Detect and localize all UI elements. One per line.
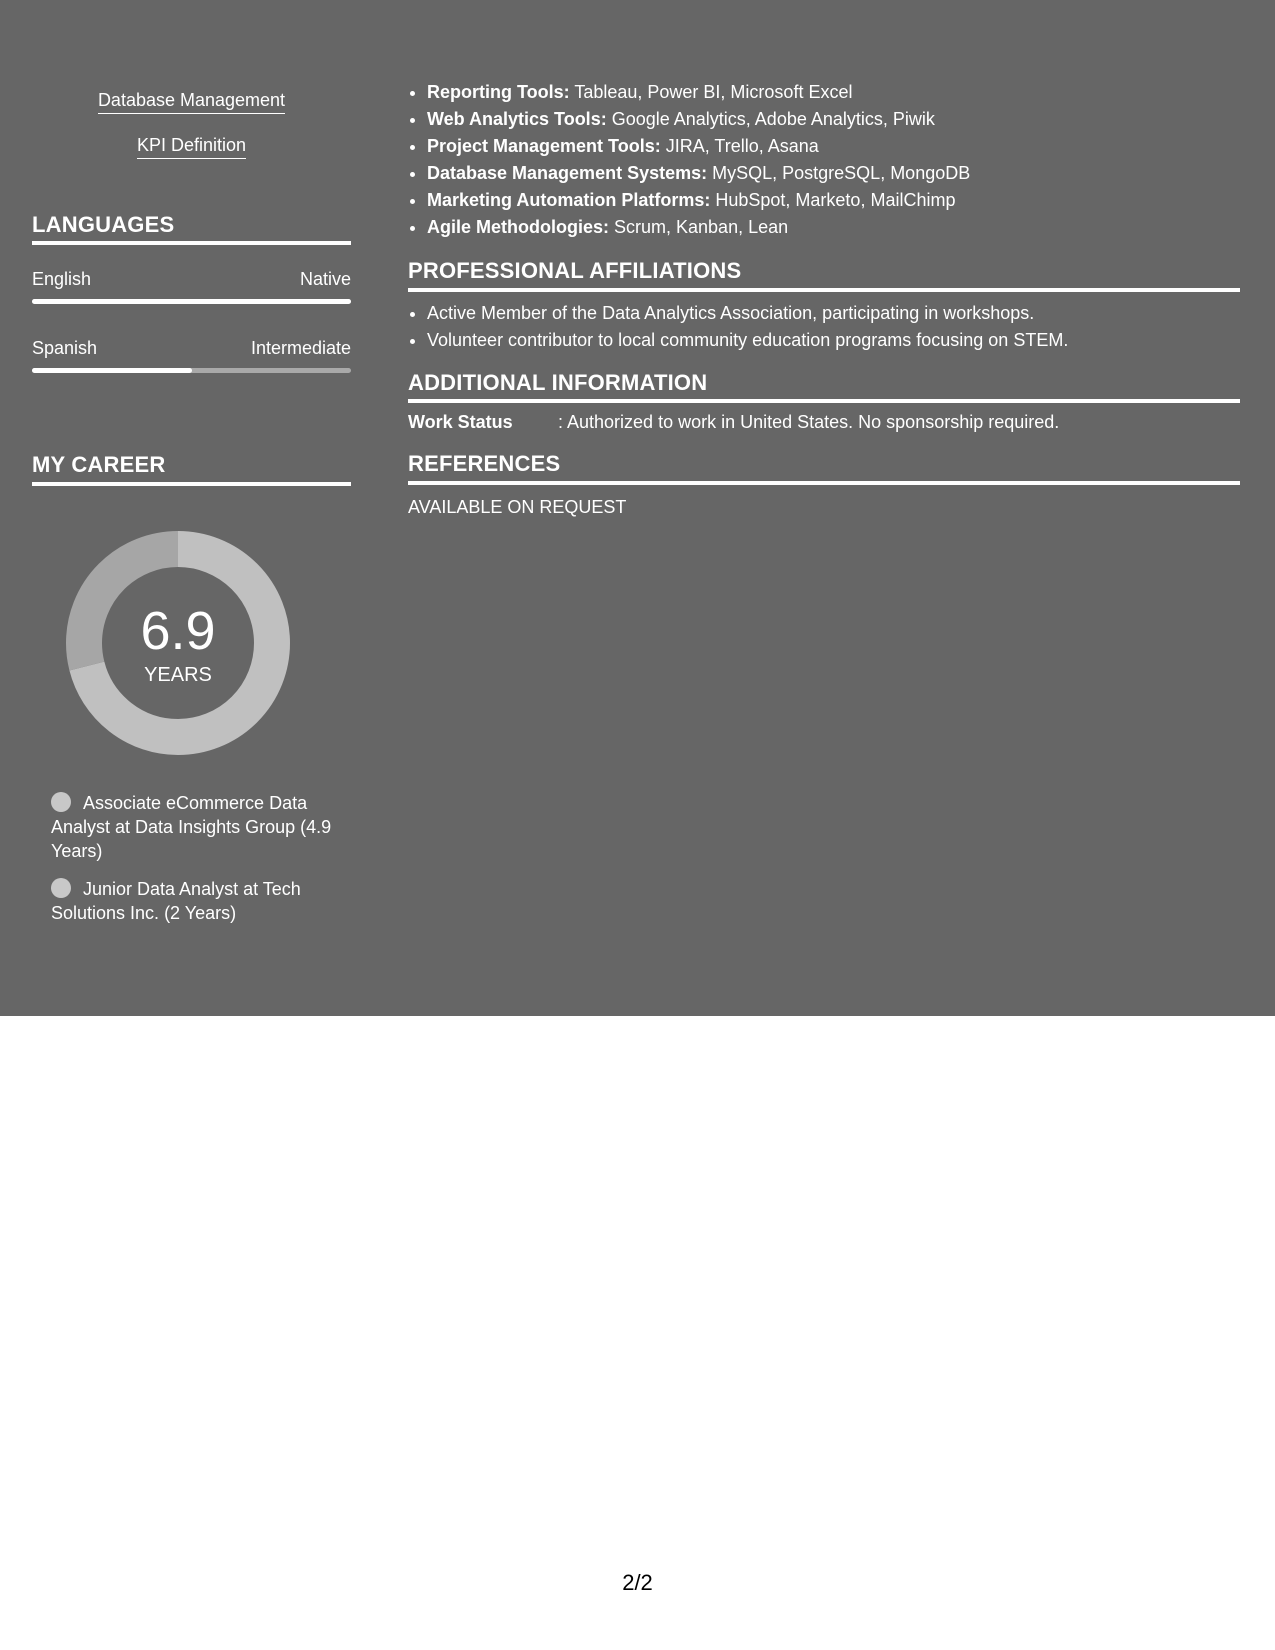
tool-category: Database Management Systems: (427, 163, 708, 183)
tool-values: Google Analytics, Adobe Analytics, Piwik (611, 109, 935, 129)
career-heading: MY CAREER (32, 452, 166, 477)
tools-list-item (427, 214, 970, 241)
references-divider (408, 481, 1240, 485)
affiliations-list (408, 300, 1068, 354)
career-legend-dot (51, 878, 71, 898)
career-item (51, 877, 341, 925)
affiliation-item: • Active Member of the Data Analytics Association, participating in workshops. (427, 300, 1068, 327)
career-total-unit: YEARS (144, 664, 212, 686)
skill-tag-label: KPI Definition (137, 134, 246, 159)
language-level: Native (299, 269, 351, 289)
affiliations-divider (408, 288, 1240, 292)
work-status-row (408, 411, 1059, 433)
additional-info-heading: ADDITIONAL INFORMATION (408, 370, 708, 395)
work-status-label: Work Status (408, 412, 513, 432)
tool-category: Web Analytics Tools: (427, 109, 607, 129)
tools-list-item (427, 106, 970, 133)
career-donut-chart (66, 531, 290, 755)
career-item (51, 791, 341, 863)
tools-list (408, 79, 970, 241)
languages-heading: LANGUAGES (32, 212, 175, 237)
language-bar-fill (32, 299, 351, 304)
language-bar-fill (32, 368, 192, 373)
tool-category: Agile Methodologies: (427, 217, 609, 237)
career-item-text: Associate eCommerce Data Analyst at Data Insights Group (4.9 Years) (51, 793, 332, 861)
language-row-spanish (32, 337, 351, 359)
career-item-text: Junior Data Analyst at Tech Solutions Inc. (2 Years) (51, 879, 301, 923)
affiliations-heading: PROFESSIONAL AFFILIATIONS (408, 258, 742, 283)
tool-values: HubSpot, Marketo, MailChimp (715, 190, 956, 210)
skill-tag-database-management (32, 89, 351, 114)
work-status-value: : Authorized to work in United States. No sponsorship required. (558, 412, 1060, 432)
tools-list-item (427, 79, 970, 106)
languages-divider (32, 241, 351, 245)
skill-tag-kpi-definition (32, 134, 351, 159)
tools-list-item (427, 187, 970, 214)
affiliation-item: • Volunteer contributor to local community education programs focusing on STEM. (427, 327, 1068, 354)
references-text: AVAILABLE ON REQUEST (408, 497, 627, 517)
tool-category: Project Management Tools: (427, 136, 661, 156)
language-name: Spanish (32, 338, 98, 358)
language-bar-english (32, 299, 351, 304)
references-heading: REFERENCES (408, 451, 561, 476)
additional-info-divider (408, 399, 1240, 403)
tool-values: Scrum, Kanban, Lean (614, 217, 789, 237)
career-legend-dot (51, 792, 71, 812)
career-total-value: 6.9 (140, 601, 216, 661)
skill-tag-label: Database Management (98, 89, 285, 114)
language-bar-spanish (32, 368, 351, 373)
tool-values: JIRA, Trello, Asana (665, 136, 819, 156)
tools-list-item (427, 133, 970, 160)
tool-values: Tableau, Power BI, Microsoft Excel (574, 82, 853, 102)
language-name: English (32, 269, 92, 289)
page-number: 2/2 (622, 1570, 653, 1595)
language-level: Intermediate (250, 338, 351, 358)
language-row-english (32, 268, 351, 290)
tools-list-item (427, 160, 970, 187)
career-divider (32, 482, 351, 486)
tool-values: MySQL, PostgreSQL, MongoDB (712, 163, 971, 183)
tool-category: Marketing Automation Platforms: (427, 190, 711, 210)
tool-category: Reporting Tools: (427, 82, 570, 102)
